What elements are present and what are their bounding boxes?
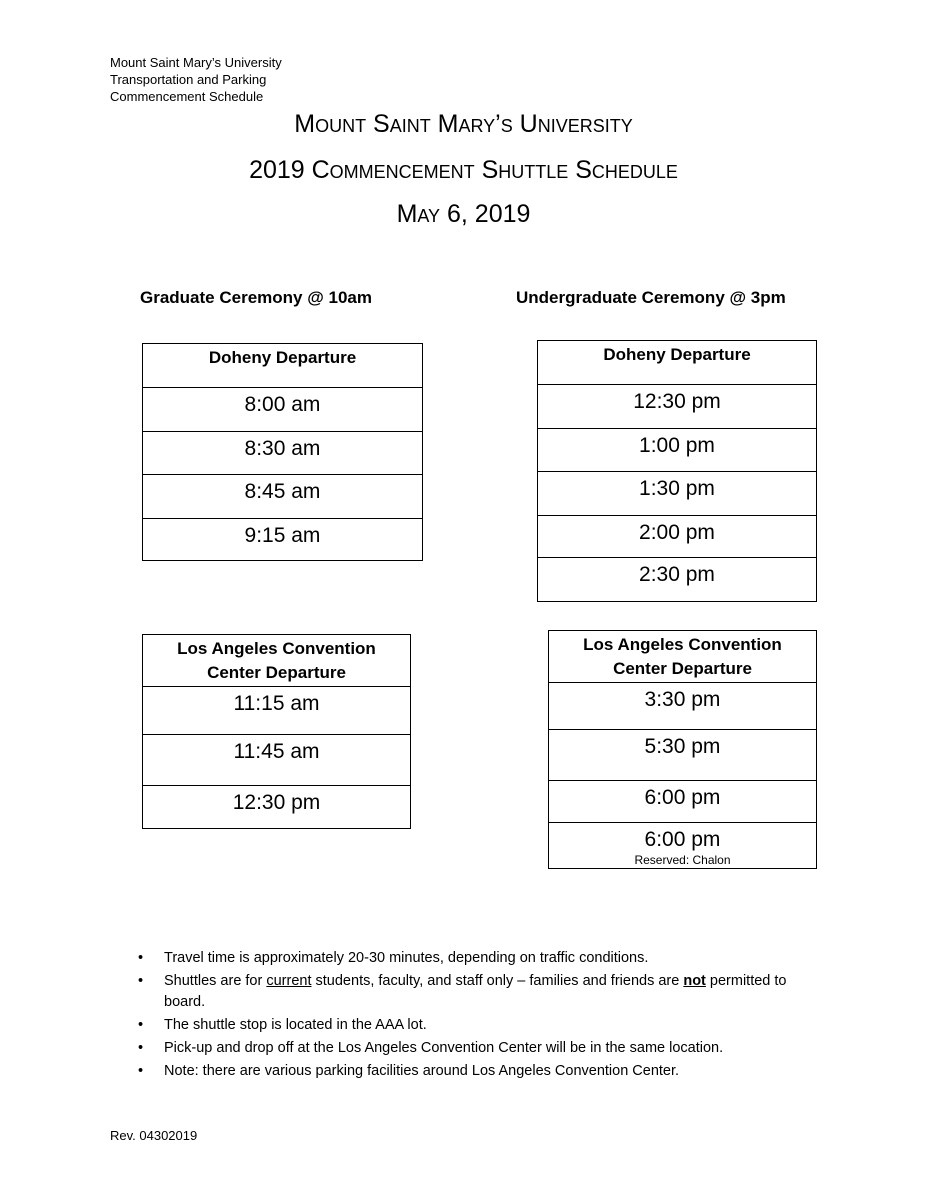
- table-row: 1:00 pm: [538, 429, 817, 472]
- table-row: 9:15 am: [143, 519, 423, 561]
- table-header-line1: Los Angeles Convention: [583, 635, 782, 654]
- title-university: Mount Saint Mary’s University: [294, 110, 633, 138]
- table-row: [549, 823, 817, 869]
- bullet-icon: •: [138, 973, 144, 989]
- note-eligibility-part1: Shuttles are for: [164, 973, 267, 989]
- graduate-doheny-table: [142, 343, 423, 561]
- header-line-university: Mount Saint Mary’s University: [110, 55, 282, 70]
- list-item: [138, 1015, 798, 1036]
- table-header-line2: Center Departure: [613, 659, 752, 678]
- table-row: 5:30 pm: [549, 730, 817, 781]
- table-header: Doheny Departure: [538, 341, 817, 385]
- document-header: [110, 54, 282, 105]
- note-eligibility-not: not: [683, 973, 706, 989]
- table-row: 6:00 pm: [549, 781, 817, 823]
- table-header: [143, 635, 411, 687]
- bullet-icon: •: [138, 1040, 144, 1056]
- list-item: [138, 1038, 798, 1059]
- table-row: 2:30 pm: [538, 558, 817, 602]
- table-row: 8:00 am: [143, 388, 423, 432]
- note-eligibility-current: current: [266, 973, 312, 989]
- note-travel-time: Travel time is approximately 20-30 minutes, depending on traffic conditions.: [164, 950, 649, 966]
- reserved-note: Reserved: Chalon: [634, 853, 731, 867]
- graduate-ceremony-heading: Graduate Ceremony @ 10am: [140, 288, 372, 307]
- note-eligibility-part3: permitted to board.: [164, 973, 787, 1010]
- note-eligibility-part2: students, faculty, and staff only – families and friends are: [311, 973, 684, 989]
- table-row: 8:45 am: [143, 475, 423, 519]
- header-line-department: Transportation and Parking: [110, 72, 267, 87]
- list-item: [138, 1061, 798, 1082]
- table-row: 12:30 pm: [538, 385, 817, 429]
- undergraduate-doheny-table: [537, 340, 817, 602]
- graduate-lacc-table: [142, 634, 411, 829]
- bullet-icon: •: [138, 950, 144, 966]
- table-row: 2:00 pm: [538, 516, 817, 558]
- table-row: 8:30 am: [143, 432, 423, 475]
- header-line-document: Commencement Schedule: [110, 89, 264, 104]
- table-row: 11:45 am: [143, 735, 411, 786]
- title-date: May 6, 2019: [396, 200, 531, 228]
- table-row: 11:15 am: [143, 687, 411, 735]
- bullet-icon: •: [138, 1017, 144, 1033]
- list-item: [138, 948, 798, 969]
- table-header-line2: Center Departure: [207, 663, 346, 682]
- note-shuttle-stop: The shuttle stop is located in the AAA lot.: [164, 1017, 427, 1033]
- table-header-line1: Los Angeles Convention: [177, 639, 376, 658]
- notes-list: [138, 948, 798, 1084]
- table-header: Doheny Departure: [143, 344, 423, 388]
- bullet-icon: •: [138, 1063, 144, 1079]
- table-row: 12:30 pm: [143, 786, 411, 829]
- table-row: 3:30 pm: [549, 683, 817, 730]
- title-schedule: 2019 Commencement Shuttle Schedule: [249, 156, 678, 184]
- undergraduate-lacc-table: [548, 630, 817, 869]
- note-pickup-location: Pick-up and drop off at the Los Angeles Convention Center will be in the same location.: [164, 1040, 724, 1056]
- time-value: 6:00 pm: [644, 828, 721, 851]
- list-item: [138, 971, 798, 1013]
- table-header: [549, 631, 817, 683]
- note-parking: Note: there are various parking facilities around Los Angeles Convention Center.: [164, 1063, 680, 1079]
- undergraduate-ceremony-heading: Undergraduate Ceremony @ 3pm: [516, 288, 786, 307]
- table-row: 1:30 pm: [538, 472, 817, 516]
- revision-label: Rev. 04302019: [110, 1128, 198, 1143]
